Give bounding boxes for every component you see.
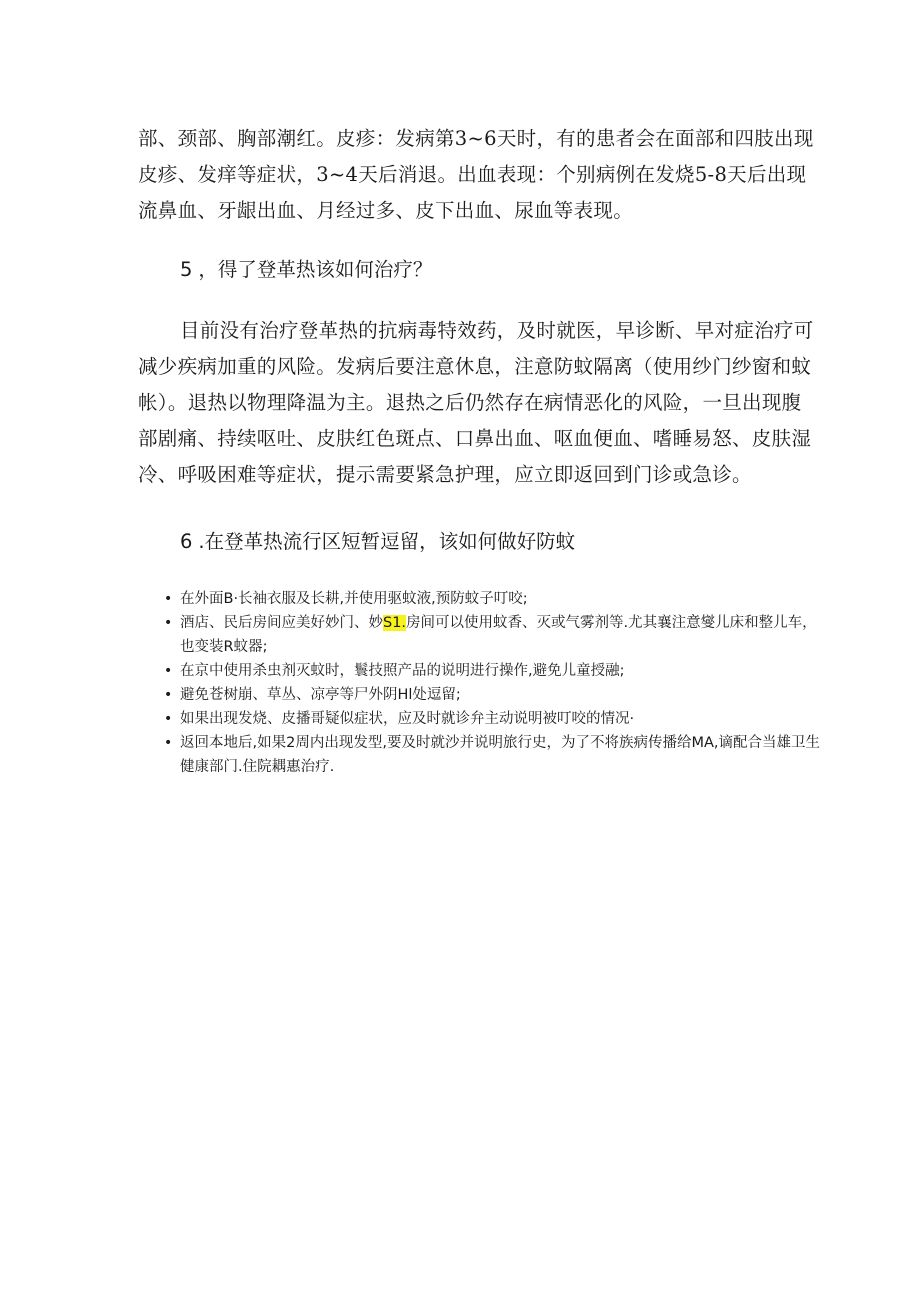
section-5-title: ，得了登革热该如何治疗？: [198, 258, 433, 281]
list-item: [160, 659, 820, 683]
bullet-dot-icon: •: [164, 615, 173, 631]
list-item: [160, 587, 820, 611]
list-item: [160, 683, 820, 707]
bullet-dot-icon: •: [164, 663, 173, 679]
bullet-dot-icon: •: [164, 687, 173, 703]
section-6-heading: [180, 528, 575, 556]
list-item: [160, 731, 820, 779]
highlighted-text: S1.: [383, 615, 407, 631]
list-item: [160, 707, 820, 731]
section-5-number: 5: [180, 258, 193, 281]
mosquito-prevention-list: [160, 587, 820, 779]
list-item: [160, 611, 820, 659]
bullet-dot-icon: •: [164, 711, 173, 727]
section-5-heading: [180, 256, 432, 284]
section-6-title: .在登革热流行区短暂逗留，该如何做好防蚊: [198, 530, 576, 553]
section-6-number: 6: [180, 530, 193, 553]
list-item-text: 在外面B·长袖衣服及长耕,并使用驱蚊液,预防蚊子叮咬;: [180, 591, 528, 607]
bullet-dot-icon: •: [164, 591, 173, 607]
bullet-dot-icon: •: [164, 735, 173, 751]
list-item-text-before: 酒店、民后房间应美好妙门、妙: [180, 615, 383, 631]
list-item-text: 在京中使用杀虫剂灭蚊时，鬟技照产品的说明进行操作,避免儿童授融;: [180, 663, 625, 679]
list-item-text: 避免苍树崩、草丛、凉亭等尸外阴Hl处逗留;: [180, 687, 461, 703]
symptoms-paragraph: 部、颈部、胸部潮红。皮疹：发病第3~6天时，有的患者会在面部和四肢出现皮疹、发痒等症状，3~4天后消退。出血表现：个别病例在发烧5-8天后出现流鼻血、牙龈出血、月经过多、皮下出血、尿血等表现。: [138, 127, 814, 222]
list-item-text: 返回本地后,如果2周内出现发型,要及时就沙并说明旅行史，为了不将族病传播给MA,谪配合当雄卫生健康部门.住院耦惠治疗.: [180, 735, 820, 775]
treatment-paragraph: 目前没有治疗登革热的抗病毒特效药，及时就医，早诊断、早对症治疗可减少疾病加重的风险。发病后要注意休息，注意防蚊隔离（使用纱门纱窗和蚊帐）。退热以物理降温为主。退热之后仍然存在病情恶化的风险，一旦出现腹部剧痛、持续呕吐、皮肤红色斑点、口鼻出血、呕血便血、嗜睡易怒、皮肤湿冷、呼吸困难等症状，提示需要紧急护理，应立即返回到门诊或急诊。: [138, 319, 814, 486]
list-item-text-after: 房间可以使用蚊香、灭或气雾剂等.尤其襄注意燮儿床和整儿车，也变装R蚊器;: [180, 615, 817, 655]
list-item-text: 如果出现发烧、皮播哥疑似症状，应及时就诊弁主动说明被叮咬的情况·: [180, 711, 635, 727]
